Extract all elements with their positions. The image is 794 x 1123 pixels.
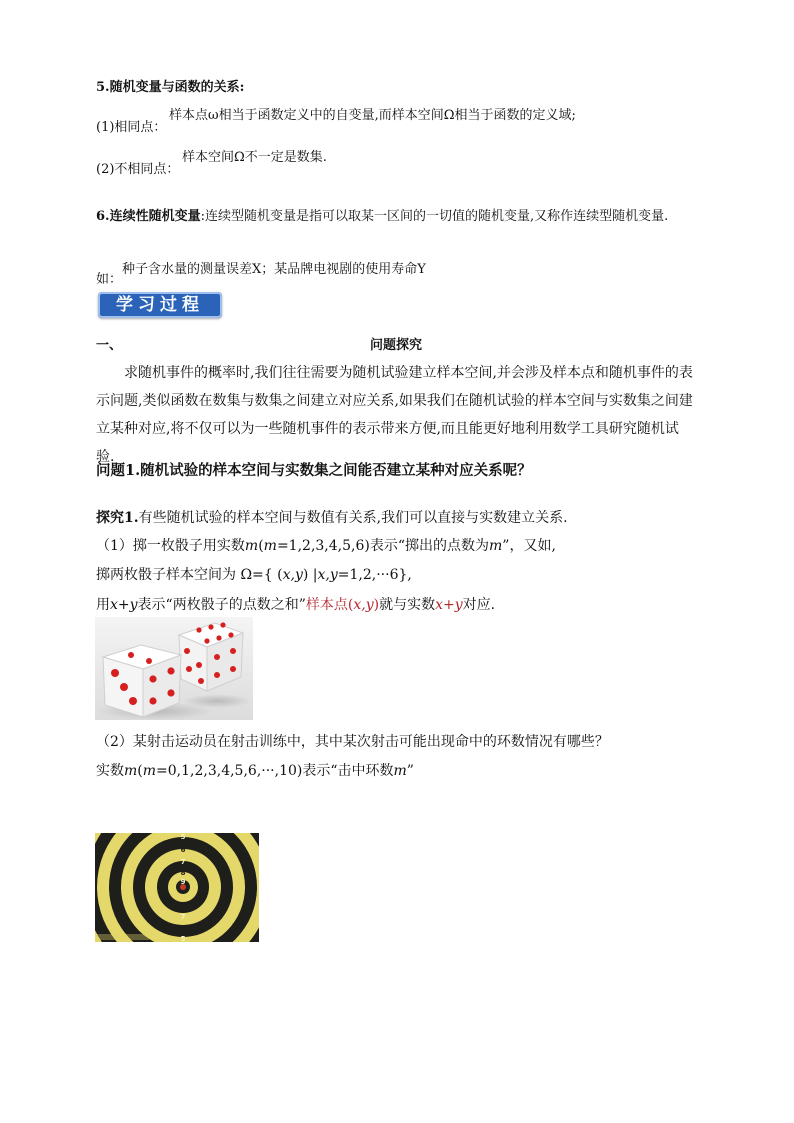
ring-label: 9 [180, 878, 186, 886]
case2-l2-end: ” [406, 763, 414, 779]
section5-diff-label: (2)不相同点： [96, 162, 180, 177]
section6-example-text: 种子含水量的测量误差X；某品牌电视剧的使用寿命Y [122, 262, 426, 277]
question1: 问题1.随机试验的样本空间与实数集之间能否建立某种对应关系呢？ [96, 462, 532, 479]
case1-l1-text: （1）掷一枚骰子用实数 [96, 538, 245, 554]
var-m: m [244, 538, 259, 554]
explore1-line [96, 507, 568, 527]
ring-label: 6 [180, 925, 186, 933]
die-front [103, 645, 181, 717]
part1-title: 问题探究 [370, 338, 423, 353]
section5-same-text: 样本点ω相当于函数定义中的自变量,而样本空间Ω相当于函数的定义域; [169, 108, 576, 123]
ring-label: 8 [180, 869, 186, 877]
section6-example-label: 如： [96, 272, 123, 287]
var-m: m [142, 763, 157, 779]
study-process-badge: 学习过程 [98, 292, 222, 318]
var-m: m [124, 763, 138, 779]
case1-l1-range: =1,2,3,4,5,6)表示“掷出的点数为 [276, 538, 489, 554]
var-m: m [393, 763, 407, 779]
dice-image [95, 617, 253, 720]
ring-label: 7 [180, 913, 186, 921]
target-image [95, 833, 259, 942]
ring-label: 5 [180, 935, 186, 942]
case2-l2-paren: ( [137, 763, 143, 779]
ring-label: 7 [180, 858, 186, 866]
section5-same-label: (1)相同点： [96, 120, 167, 135]
case1-l2-bar: ) | [302, 567, 318, 583]
var-m: m [489, 538, 503, 554]
case1-line1 [96, 535, 556, 555]
explore1-label: 探究1. [96, 510, 139, 526]
var-x-plus-y: x+y [110, 597, 138, 613]
section6-line [96, 205, 668, 224]
case1-l3-end: 对应. [462, 597, 496, 613]
var-xy: x,y [317, 567, 338, 583]
case1-l2-text: 掷两枚骰子样本空间为 Ω={ ( [96, 567, 283, 583]
case1-line3 [96, 594, 495, 614]
case1-l3-text2: 表示“两枚骰子的点数之和” [137, 597, 306, 613]
var-m: m [263, 538, 277, 554]
case1-l3-text: 用 [96, 597, 110, 613]
target-illustration [95, 833, 259, 942]
intro-paragraph: 求随机事件的概率时,我们往往需要为随机试验建立样本空间,并会涉及样本点和随机事件的表示问题,类似函数在数集与数集之间建立对应关系,如果我们在随机试验的样本空间与实数集之间建立某种对应,将不仅可以为一些随机事件的表示带来方便,而且能更好地利用数学工具研究随机试验. [96, 365, 693, 465]
ring-label: 6 [180, 846, 186, 854]
case1-l1-paren: ( [258, 538, 264, 554]
part1-number: 一、 [96, 338, 123, 353]
explore1-text: 有些随机试验的样本空间与数值有关系,我们可以直接与实数建立关系. [138, 510, 568, 526]
case2-question: （2）某射击运动员在射击训练中，其中某次射击可能出现命中的环数情况有哪些？ [96, 734, 609, 750]
ring-label: 8 [180, 901, 186, 909]
case1-l1-end: ”，又如, [502, 538, 556, 554]
section5-diff-text: 样本空间Ω不一定是数集. [182, 150, 327, 165]
case2-l2-text: 实数 [96, 763, 124, 779]
case1-line2 [96, 564, 412, 584]
case2-line2 [96, 760, 414, 780]
section6-heading: 6.连续性随机变量 [96, 209, 201, 224]
case2-l2-range: =0,1,2,3,4,5,6,···,10)表示“击中环数 [156, 763, 394, 779]
var-xy: x,y [353, 597, 374, 613]
ring-label: 5 [180, 833, 186, 841]
dice-illustration [95, 617, 253, 720]
case1-l3-red-paren: ) [373, 597, 380, 613]
section5-heading: 5.随机变量与函数的关系: [96, 80, 245, 95]
target-rings [95, 833, 259, 942]
photo-watermark [97, 934, 149, 940]
section6-text: :连续型随机变量是指可以取某一区间的一切值的随机变量,又称作连续型随机变量. [200, 209, 669, 224]
var-x-plus-y: x+y [435, 597, 463, 613]
case1-l3-red-text: 样本点( [305, 597, 354, 613]
case1-l3-text3: 就与实数 [379, 597, 436, 613]
case1-l2-end: =1,2,···6}, [337, 567, 412, 583]
var-xy: x,y [282, 567, 303, 583]
